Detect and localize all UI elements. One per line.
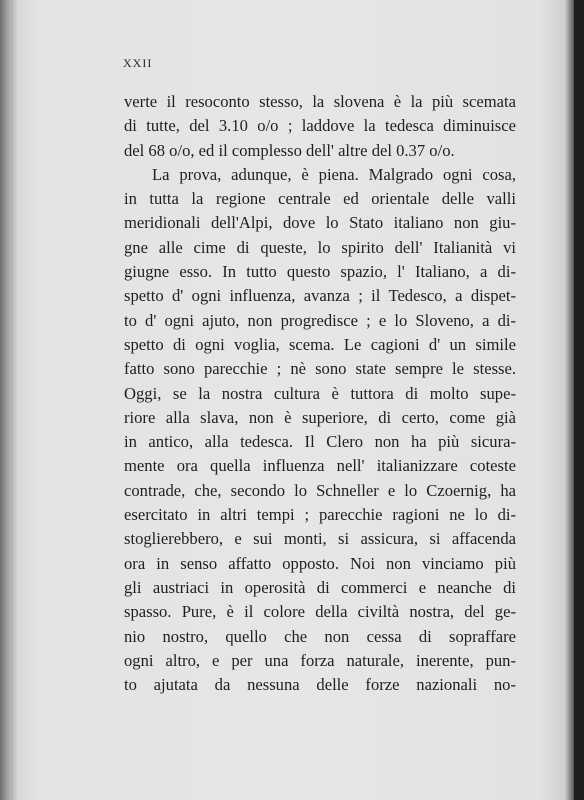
text-line: spetto di ogni voglia, scema. Le cagioni d' un simile — [124, 334, 516, 354]
text-line: to ajutata da nessuna delle forze nazionali no- — [124, 675, 516, 695]
body-text — [124, 90, 516, 697]
text-line: giugne esso. In tutto questo spazio, l' Italiano, a di- — [124, 262, 516, 282]
text-line: spetto d' ogni influenza, avanza ; il Tedesco, a dispet- — [124, 286, 516, 306]
binding-shadow — [574, 0, 584, 800]
page-number: XXII — [123, 56, 153, 70]
text-line: di tutte, del 3.10 o/o ; laddove la tedesca diminuisce — [124, 116, 516, 136]
text-line: contrade, che, secondo lo Schneller e lo Czoernig, ha — [124, 480, 516, 500]
text-line: riore alla slava, non è superiore, di certo, come già — [124, 407, 516, 427]
text-line: La prova, adunque, è piena. Malgrado ogni cosa, — [152, 164, 516, 184]
text-line: in tutta la regione centrale ed orientale delle valli — [124, 189, 516, 209]
text-line: del 68 o/o, ed il complesso dell' altre del 0.37 o/o. — [124, 140, 455, 160]
page-edge — [10, 0, 13, 800]
text-line: fatto sono parecchie ; nè sono state sempre le stesse. — [124, 359, 516, 379]
text-line: meridionali dell'Alpi, dove lo Stato italiano non giu- — [124, 213, 516, 233]
text-line: nio nostro, quello che non cessa di sopraffare — [124, 626, 516, 646]
text-line: in antico, alla tedesca. Il Clero non ha più sicura- — [124, 432, 516, 452]
text-line: verte il resoconto stesso, la slovena è la più scemata — [124, 92, 516, 111]
text-line: stoglierebbero, e sui monti, si assicura, si affacenda — [124, 529, 516, 549]
text-line: mente ora quella influenza nell' italianizzare coteste — [124, 456, 516, 476]
text-line: spasso. Pure, è il colore della civiltà nostra, del ge- — [124, 602, 516, 622]
text-line: ora in senso affatto opposto. Noi non vinciamo più — [124, 553, 516, 573]
text-line: to d' ogni ajuto, non progredisce ; e lo Sloveno, a di- — [124, 310, 516, 330]
text-line: gli austriaci in operosità di commerci e neanche di — [124, 577, 516, 597]
text-line: Oggi, se la nostra cultura è tuttora di molto supe- — [124, 383, 516, 403]
text-line: esercitato in altri tempi ; parecchie ragioni ne lo di- — [124, 505, 516, 525]
text-line: gne alle cime di queste, lo spirito dell' Italianità vi — [124, 237, 516, 257]
text-line: ogni altro, e per una forza naturale, inerente, pun- — [124, 650, 516, 670]
